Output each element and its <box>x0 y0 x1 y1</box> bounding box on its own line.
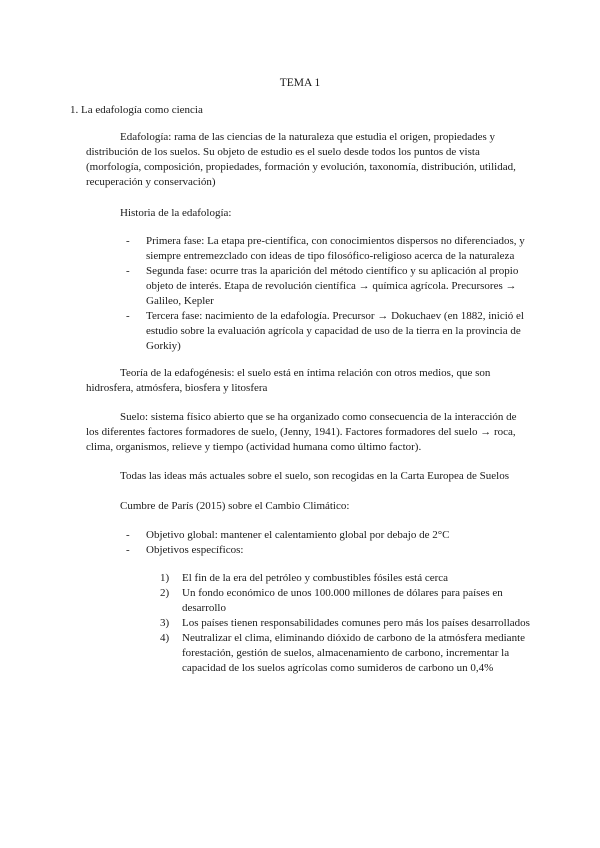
list-number: 3) <box>160 617 170 629</box>
page-title: TEMA 1 <box>279 77 321 89</box>
list-item-text: Segunda fase: ocurre tras la aparición del método científico y su aplicación al propio objeto de interés. Etapa de revolución científica → química agrícola. Precursores → Galileo, Kepler <box>146 265 519 307</box>
dash-bullet: - <box>126 529 130 541</box>
objetivos-list <box>160 571 532 676</box>
list-item <box>126 309 530 354</box>
list-item-text: Objetivo global: mantener el calentamiento global por debajo de 2°C <box>146 529 450 541</box>
list-item <box>160 586 532 616</box>
dash-bullet: - <box>126 544 130 556</box>
paragraph-cumbre-paris: Cumbre de París (2015) sobre el Cambio Climático: <box>120 500 350 512</box>
section-heading: 1. La edafología como ciencia <box>70 104 203 116</box>
paragraph-suelo: Suelo: sistema físico abierto que se ha organizado como consecuencia de la interacción de los diferentes factores formadores de suelo, (Jenny, 1941). Factores formadores del suelo → roca, clima, organismos, relieve y tiempo (actividad humana como último factor). <box>86 411 517 453</box>
list-number: 4) <box>160 632 170 644</box>
cumbre-list <box>126 528 530 558</box>
list-item-text: Tercera fase: nacimiento de la edafología. Precursor → Dokuchaev (en 1882, inició el estudio sobre la evaluación agrícola y capacidad de uso de la tierra en la provincia de Gorkiy) <box>146 310 524 352</box>
list-item <box>160 631 532 676</box>
list-item-text: Neutralizar el clima, eliminando dióxido de carbono de la atmósfera mediante forestación, gestión de suelos, almacenamiento de carbono, incrementar la capacidad de los suelos agrícolas como sumideros de carbono un 0,4% <box>182 632 526 674</box>
list-item-text: El fin de la era del petróleo y combustibles fósiles está cerca <box>182 572 449 584</box>
paragraph-carta-europea: Todas las ideas más actuales sobre el suelo, son recogidas en la Carta Europea de Suelos <box>120 470 509 482</box>
list-number: 1) <box>160 572 170 584</box>
list-item-text: Un fondo económico de unos 100.000 millones de dólares para países en desarrollo <box>182 587 503 614</box>
paragraph-edafologia: Edafología: rama de las ciencias de la naturaleza que estudia el origen, propiedades y distribución de los suelos. Su objeto de estudio es el suelo desde todos los puntos de vista (morfología, composición, propiedades, formación y evolución, taxonomía, distribución, utilidad, recuperación y conservación) <box>86 131 516 188</box>
historia-list <box>126 234 530 354</box>
list-item <box>126 264 530 309</box>
dash-bullet: - <box>126 265 130 277</box>
list-item <box>160 616 532 631</box>
list-number: 2) <box>160 587 170 599</box>
list-item <box>126 543 530 558</box>
dash-bullet: - <box>126 235 130 247</box>
list-item <box>126 528 530 543</box>
list-item-text: Objetivos específicos: <box>146 544 244 556</box>
list-item <box>126 234 530 264</box>
historia-heading: Historia de la edafología: <box>120 207 232 219</box>
paragraph-edafogenesis: Teoría de la edafogénesis: el suelo está en íntima relación con otros medios, que son hidrosfera, atmósfera, biosfera y litosfera <box>86 367 491 394</box>
list-item <box>160 571 532 586</box>
dash-bullet: - <box>126 310 130 322</box>
list-item-text: Primera fase: La etapa pre-científica, con conocimientos dispersos no diferenciados, y siempre entremezclado con ideas de tipo filosófico-religioso acerca de la naturaleza <box>146 235 525 262</box>
list-item-text: Los países tienen responsabilidades comunes pero más los países desarrollados <box>182 617 530 629</box>
